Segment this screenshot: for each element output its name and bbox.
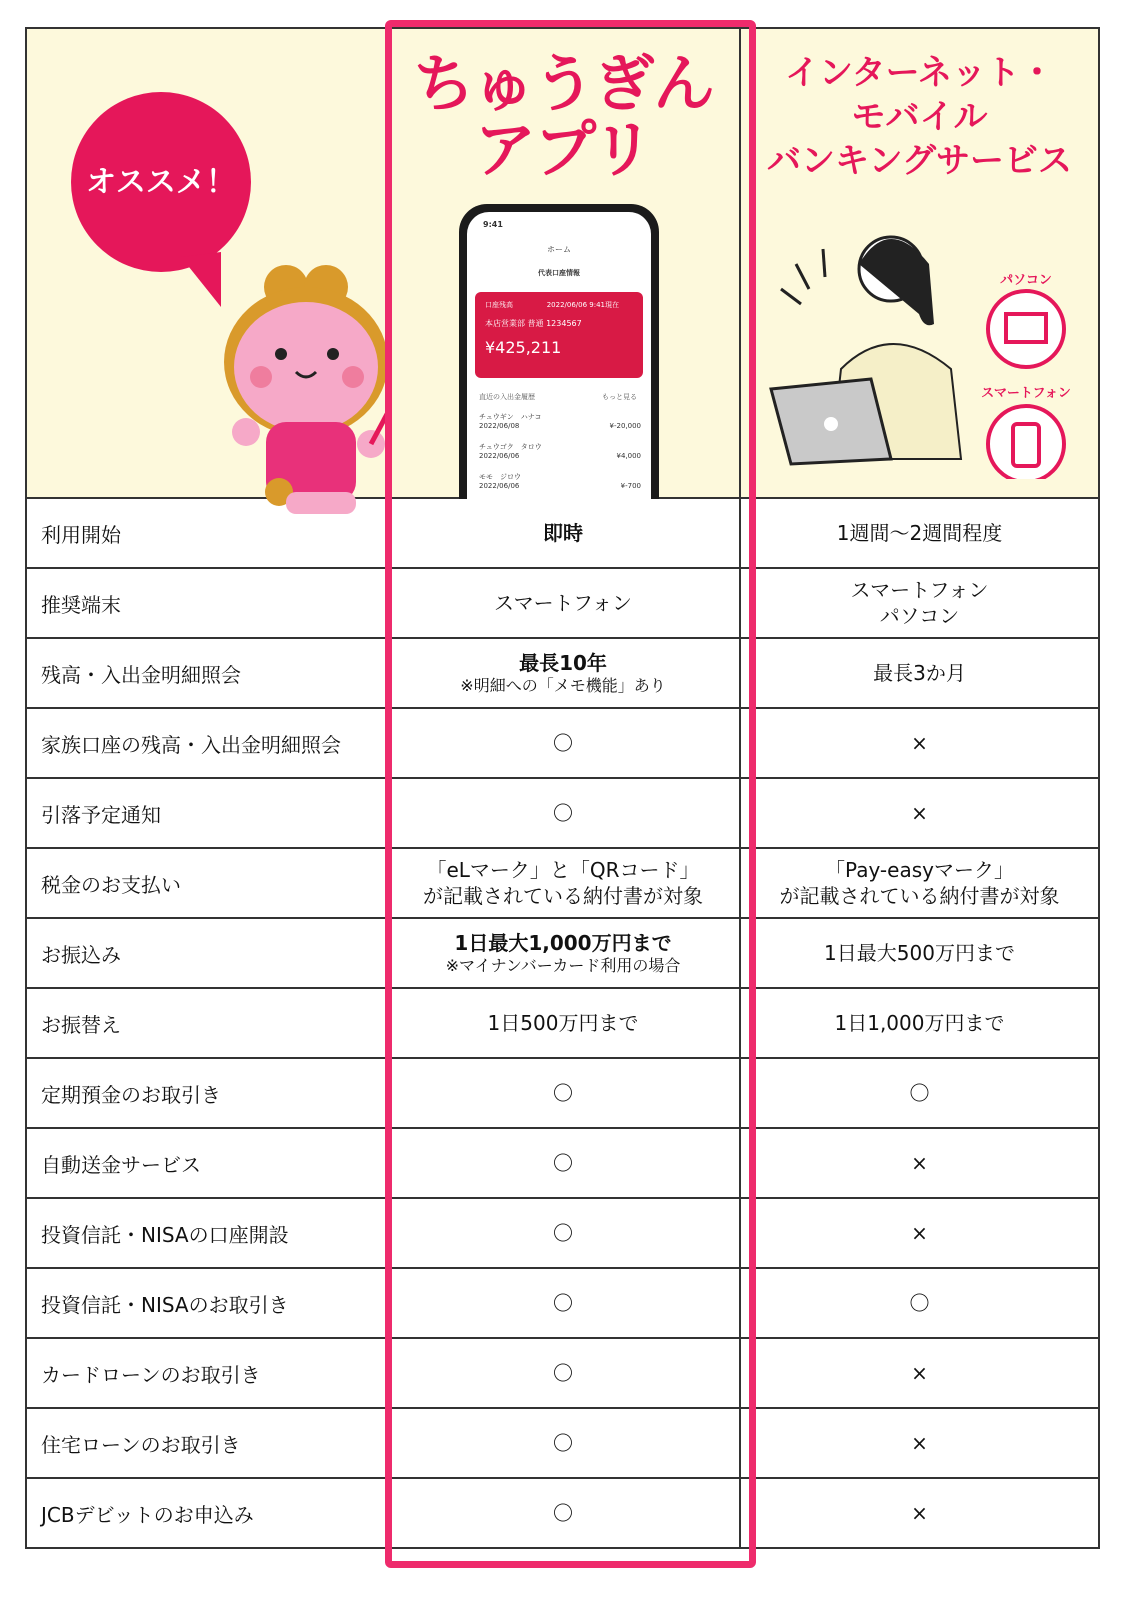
row-label: カードローンのお取引き (26, 1338, 386, 1408)
app-value: 〇 (553, 1291, 573, 1315)
pc-label: パソコン (1000, 273, 1052, 288)
row-label: 投資信託・NISAの口座開設 (26, 1198, 386, 1268)
table-row (26, 1058, 1099, 1128)
app-title: ちゅうぎん アプリ (412, 47, 713, 186)
app-value: 〇 (553, 731, 573, 755)
app-cell (386, 778, 740, 848)
table-row (26, 1408, 1099, 1478)
transaction-date: 2022/06/06 (479, 482, 520, 490)
row-label: 自動送金サービス (26, 1128, 386, 1198)
net-cell (740, 778, 1099, 848)
net-cell (740, 708, 1099, 778)
net-cell (740, 638, 1099, 708)
net-value: × (911, 801, 928, 825)
woman-laptop-illustration (761, 219, 1081, 479)
app-value: 〇 (553, 1431, 573, 1455)
transaction-item (479, 412, 641, 430)
table-row (26, 918, 1099, 988)
table-row (26, 708, 1099, 778)
net-value: 最長3か月 (873, 661, 966, 685)
app-value-line: 「eLマーク」と「QRコード」 (426, 858, 700, 882)
net-title-line: モバイル (851, 97, 988, 137)
net-value-line: 「Pay-easyマーク」 (825, 858, 1014, 882)
table-row (26, 988, 1099, 1058)
row-label: 税金のお支払い (26, 848, 386, 918)
net-cell (740, 848, 1099, 918)
phone-mockup (459, 204, 659, 499)
app-value: 最長10年 (519, 651, 607, 675)
table-row (26, 638, 1099, 708)
app-value: 〇 (553, 1361, 573, 1385)
net-cell (740, 1408, 1099, 1478)
net-title-line: バンキングサービス (767, 141, 1072, 181)
net-value: 1日1,000万円まで (834, 1011, 1005, 1035)
app-value: 1日500万円まで (487, 1011, 639, 1035)
row-label: 引落予定通知 (26, 778, 386, 848)
app-cell (386, 1408, 740, 1478)
app-value: 〇 (553, 1221, 573, 1245)
transaction-amount: ¥4,000 (616, 452, 641, 460)
net-cell (740, 988, 1099, 1058)
net-cell (740, 1198, 1099, 1268)
transaction-amount: ¥-20,000 (609, 422, 641, 430)
net-title (741, 51, 1098, 183)
table-row (26, 1128, 1099, 1198)
balance-card (475, 292, 643, 378)
phone-home-title: ホーム (547, 245, 571, 254)
net-title-line: インターネット・ (785, 53, 1054, 93)
table-row (26, 1478, 1099, 1548)
net-value-line: スマートフォン (850, 578, 989, 602)
app-cell (386, 1198, 740, 1268)
net-value-line: が記載されている納付書が対象 (779, 884, 1060, 908)
row-label: お振替え (26, 988, 386, 1058)
row-label: 利用開始 (26, 498, 386, 568)
transaction-date: 2022/06/06 (479, 452, 520, 460)
card-account: 本店営業部 普通 1234567 (485, 319, 582, 328)
net-cell (740, 498, 1099, 568)
history-label: 直近の入出金履歴 (479, 393, 535, 401)
app-cell (386, 988, 740, 1058)
net-cell (740, 1338, 1099, 1408)
recommend-badge-text: オススメ！ (86, 165, 236, 200)
net-cell (740, 1058, 1099, 1128)
table-row (26, 1338, 1099, 1408)
mascot-illustration (71, 92, 391, 522)
card-label: 口座残高 (485, 301, 513, 309)
card-date: 2022/06/06 9:41現在 (546, 301, 619, 309)
app-cell (386, 1058, 740, 1128)
app-header-cell (386, 28, 740, 498)
net-value: 〇 (909, 1291, 930, 1315)
row-label: 家族口座の残高・入出金明細照会 (26, 708, 386, 778)
net-cell (740, 1268, 1099, 1338)
app-cell (386, 848, 740, 918)
net-value: 1日最大500万円まで (824, 941, 1015, 965)
net-cell (740, 1128, 1099, 1198)
app-value: 〇 (553, 1081, 573, 1105)
app-cell (386, 1478, 740, 1548)
row-label: 残高・入出金明細照会 (26, 638, 386, 708)
comparison-table (25, 27, 1100, 1549)
comparison-table-wrapper (25, 27, 1098, 1549)
row-label: 投資信託・NISAのお取引き (26, 1268, 386, 1338)
net-value-line: パソコン (879, 604, 960, 628)
net-cell (740, 918, 1099, 988)
transaction-name: モモ ジロウ (479, 473, 521, 481)
net-header-cell (740, 28, 1099, 498)
net-value: × (911, 1221, 928, 1245)
smartphone-label: スマートフォン (981, 386, 1071, 401)
row-label: 推奨端末 (26, 568, 386, 638)
net-value: × (911, 1431, 928, 1455)
transaction-amount: ¥-700 (620, 482, 641, 490)
app-cell (386, 1338, 740, 1408)
net-value: 1週間～2週間程度 (836, 521, 1003, 545)
app-cell (386, 708, 740, 778)
app-cell (386, 1128, 740, 1198)
transaction-name: チュウゴク タロウ (479, 443, 542, 451)
table-row (26, 568, 1099, 638)
phone-screen (467, 212, 651, 499)
app-value: 〇 (553, 1501, 573, 1525)
net-cell (740, 1478, 1099, 1548)
transaction-date: 2022/06/08 (479, 422, 520, 430)
row-label: JCBデビットのお申込み (26, 1478, 386, 1548)
transaction-name: チュウギン ハナコ (479, 413, 542, 421)
mascot-cell (26, 28, 386, 498)
card-balance: ¥425,211 (485, 338, 562, 357)
transaction-item (479, 442, 641, 460)
app-value-line: が記載されている納付書が対象 (423, 884, 703, 908)
app-value: 即時 (543, 521, 583, 545)
app-cell (386, 1268, 740, 1338)
table-row (26, 1198, 1099, 1268)
table-row (26, 1268, 1099, 1338)
phone-tab: 代表口座情報 (538, 269, 580, 277)
app-cell (386, 918, 740, 988)
app-cell (386, 498, 740, 568)
phone-time: 9:41 (483, 220, 503, 229)
app-value: 〇 (553, 1151, 573, 1175)
net-value: × (911, 1361, 928, 1385)
app-note: ※マイナンバーカード利用の場合 (445, 956, 681, 975)
app-value: 1日最大1,000万円まで (454, 931, 672, 955)
app-cell (386, 638, 740, 708)
net-value: × (911, 731, 928, 755)
net-cell (740, 568, 1099, 638)
history-more-link: もっと見る (602, 393, 637, 401)
net-value: 〇 (909, 1081, 930, 1105)
header-row (26, 28, 1099, 498)
row-label: 定期預金のお取引き (26, 1058, 386, 1128)
app-cell (386, 568, 740, 638)
app-note: ※明細への「メモ機能」あり (460, 676, 666, 695)
net-value: × (911, 1151, 928, 1175)
table-row (26, 848, 1099, 918)
app-value: 〇 (553, 801, 573, 825)
app-value: スマートフォン (494, 591, 632, 615)
row-label: お振込み (26, 918, 386, 988)
net-value: × (911, 1501, 928, 1525)
table-row (26, 778, 1099, 848)
transaction-item (479, 472, 641, 490)
row-label: 住宅ローンのお取引き (26, 1408, 386, 1478)
